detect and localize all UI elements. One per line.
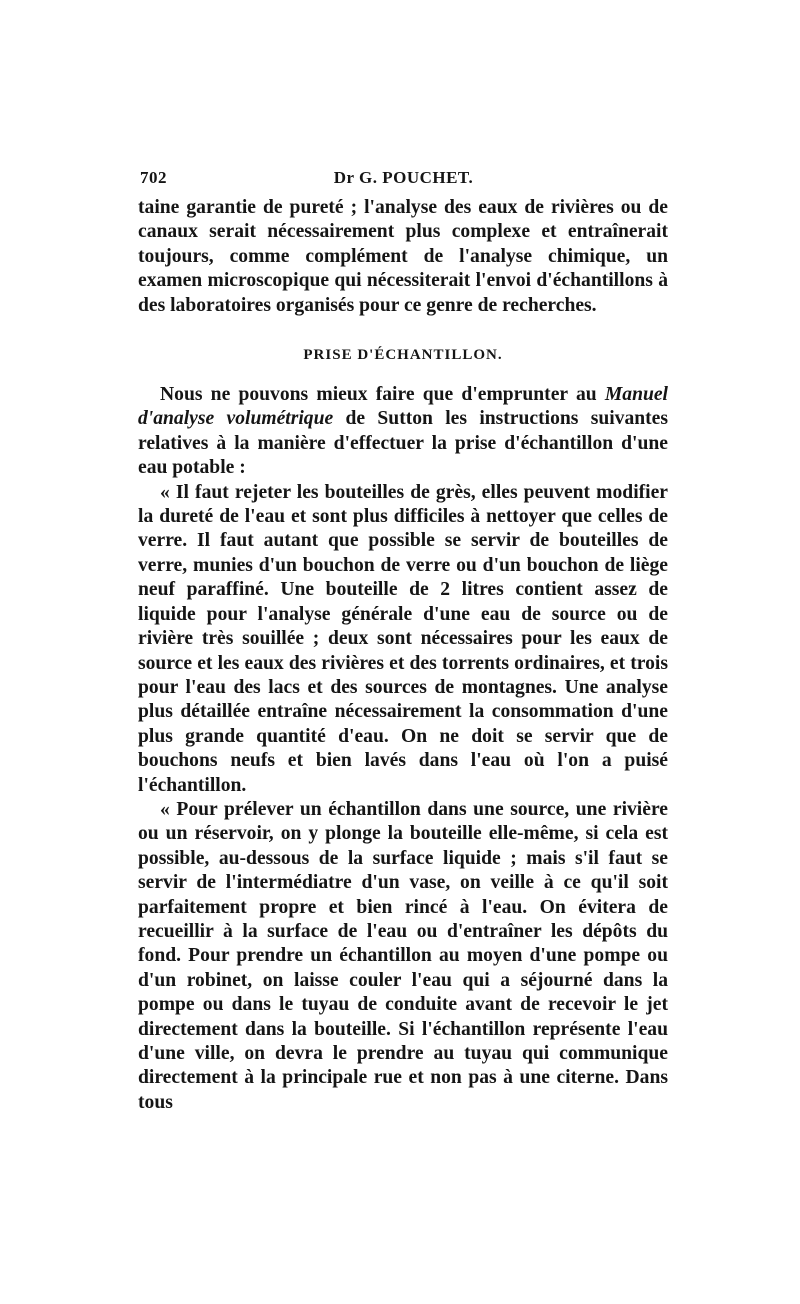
paragraph-intro bbox=[138, 383, 668, 481]
running-head-author: Dr G. POUCHET. bbox=[333, 168, 474, 187]
book-title: Manuel d'analyse volumétrique bbox=[138, 384, 668, 430]
section-title: PRISE D'ÉCHANTILLON. bbox=[303, 347, 503, 364]
running-head bbox=[140, 168, 667, 194]
body-text bbox=[138, 196, 668, 1115]
paragraph-bottles: « Il faut rejeter les bouteilles de grès, elles peuvent modifier la dureté de l'eau et sont plus difficiles à nettoyer que celles de verre. Il faut autant que possible se servir de bouteilles de verre, munies d'un bouchon de verre ou d'un bouchon de liège neuf paraffiné. Une bouteille de 2 litres contient assez de liquide pour l'analyse générale d'une eau de source ou de rivière très souillée ; deux sont nécessaires pour les eaux de source et les eaux des rivières et des torrents ordinaires, et trois pour l'eau des lacs et des sources de montagnes. Une analyse plus détaillée entraîne nécessairement la consommation d'une plus grande quantité d'eau. On ne doit se servir que de bouchons neufs et bien lavés dans l'eau où l'on a puisé l'échantillon. bbox=[138, 481, 668, 796]
paragraph-sampling: « Pour prélever un échantillon dans une source, une rivière ou un réservoir, on y plonge la bouteille elle-même, si cela est possible, au-dessous de la surface liquide ; mais s'il faut se servir de l'intermédiatre d'un vase, on veille à ce qu'il soit parfaitement propre et bien rincé à l'eau. On évitera de recueillir à la surface de l'eau ou d'entraîner les dépôts du fond. Pour prendre un échantillon au moyen d'une pompe ou d'un robinet, on laisse couler l'eau qui a séjourné dans la pompe ou dans le tuyau de conduite avant de recevoir le jet directement dans la bouteille. Si l'échantillon représente l'eau d'une ville, on devra le prendre au tuyau qui communique directement à la principale rue et non pas à une citerne. Dans tous bbox=[138, 798, 668, 1113]
paragraph-intro-before: Nous ne pouvons mieux faire que d'emprunter au bbox=[160, 384, 605, 406]
paragraph-intro-after: de Sutton les instructions suivantes relatives à la manière d'effectuer la prise d'échantillon d'une eau potable : bbox=[138, 408, 668, 479]
paragraph-continuation: taine garantie de pureté ; l'analyse des eaux de rivières ou de canaux serait nécessairement plus complexe et entraînerait toujours, comme complément de l'analyse chimique, un examen microscopique qui nécessiterait l'envoi d'échantillons à des laboratoires organisés pour ce genre de recherches. bbox=[138, 197, 668, 316]
page-number: 702 bbox=[140, 168, 167, 187]
